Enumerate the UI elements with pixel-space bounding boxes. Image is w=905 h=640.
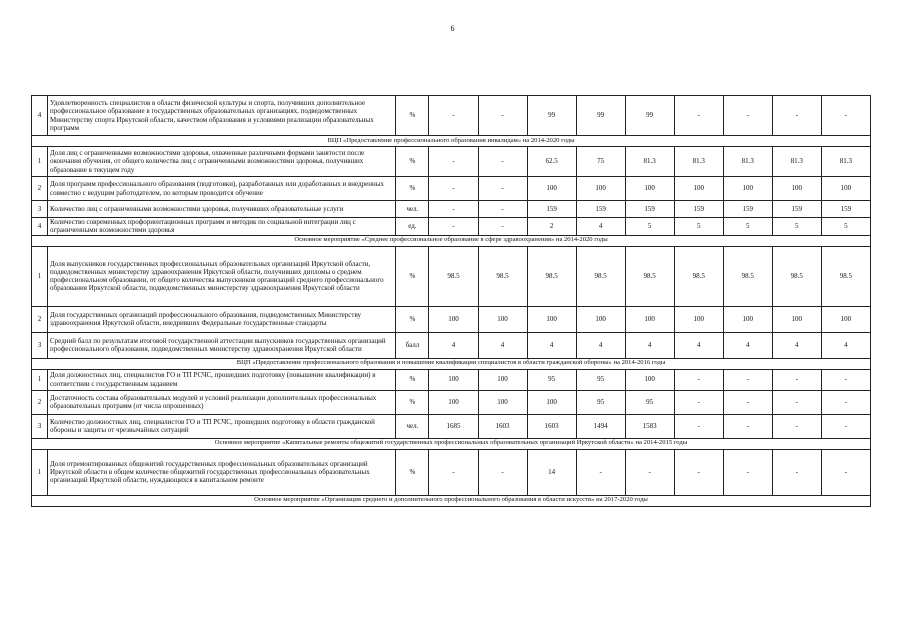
value-cell: 98.5 xyxy=(772,246,821,306)
value-cell: 14 xyxy=(527,449,576,495)
value-cell: 100 xyxy=(674,177,723,201)
row-number: 1 xyxy=(32,449,48,495)
section-title: Основное мероприятие «Капитальные ремонты общежитий государственных профессиональных образовательных организаций Иркутской области» на 2014-2015 годы xyxy=(32,438,871,449)
value-cell: 159 xyxy=(527,201,576,218)
value-cell: 100 xyxy=(478,306,527,332)
value-cell: 100 xyxy=(723,177,772,201)
section-header-row xyxy=(32,438,871,449)
indicator-description: Доля выпускников государственных профессиональных образовательных организаций Иркутской области, подведомственных министерству здравоохранения Иркутской области, получивших дипломы о среднем профессиональном образовании, от общего количества выпускников организаций среднего профессионального образования Иркутской области, подведомственных министерству здравоохранения Иркутской области xyxy=(48,246,396,306)
value-cell: - xyxy=(821,414,870,438)
value-cell: - xyxy=(821,449,870,495)
value-cell: 4 xyxy=(772,332,821,358)
value-cell: 81.3 xyxy=(772,147,821,177)
unit-cell: % xyxy=(396,177,429,201)
section-header-row xyxy=(32,235,871,246)
value-cell: 4 xyxy=(821,332,870,358)
value-cell: 75 xyxy=(576,147,625,177)
section-title: Основное мероприятие «Среднее профессиональное образование в сфере здравоохранения» на 2014-2020 годы xyxy=(32,235,871,246)
value-cell: 100 xyxy=(429,369,478,390)
unit-cell: % xyxy=(396,390,429,414)
value-cell: 159 xyxy=(772,201,821,218)
row-number: 3 xyxy=(32,332,48,358)
value-cell: - xyxy=(723,390,772,414)
indicators-table xyxy=(31,95,871,507)
unit-cell: балл xyxy=(396,332,429,358)
value-cell: - xyxy=(723,96,772,136)
row-number: 2 xyxy=(32,390,48,414)
value-cell: - xyxy=(723,369,772,390)
value-cell: 99 xyxy=(527,96,576,136)
value-cell: 100 xyxy=(576,306,625,332)
unit-cell: % xyxy=(396,369,429,390)
indicator-description: Средний балл по результатам итоговой государственной аттестации выпускников государственных организаций профессионального образования, подведомственных министерству здравоохранения Иркутской области xyxy=(48,332,396,358)
value-cell: 99 xyxy=(576,96,625,136)
value-cell: 1685 xyxy=(429,414,478,438)
value-cell: 4 xyxy=(723,332,772,358)
value-cell: 95 xyxy=(576,369,625,390)
value-cell: - xyxy=(625,449,674,495)
value-cell: - xyxy=(429,147,478,177)
value-cell: - xyxy=(772,390,821,414)
table-row xyxy=(32,177,871,201)
value-cell: 100 xyxy=(625,369,674,390)
table-row xyxy=(32,246,871,306)
value-cell: 5 xyxy=(723,218,772,236)
value-cell: 100 xyxy=(625,177,674,201)
value-cell: 4 xyxy=(527,332,576,358)
value-cell: - xyxy=(478,96,527,136)
page-number: 6 xyxy=(450,24,455,33)
row-number: 3 xyxy=(32,201,48,218)
table-row xyxy=(32,147,871,177)
value-cell: 100 xyxy=(527,177,576,201)
value-cell: - xyxy=(429,201,478,218)
value-cell: - xyxy=(429,96,478,136)
value-cell: 1494 xyxy=(576,414,625,438)
table-row xyxy=(32,449,871,495)
indicator-description: Доля должностных лиц, специалистов ГО и ТП РСЧС, прошедших подготовку (повышение квалификации) в соответствии с государственным заданием xyxy=(48,369,396,390)
value-cell: - xyxy=(772,449,821,495)
value-cell: 100 xyxy=(527,390,576,414)
value-cell: 100 xyxy=(527,306,576,332)
value-cell: 4 xyxy=(576,218,625,236)
row-number: 2 xyxy=(32,306,48,332)
table-row xyxy=(32,96,871,136)
value-cell: 100 xyxy=(772,306,821,332)
section-title: Основное мероприятие «Организация среднего и дополнительного профессионального образования в области искусств» на 2017-2020 годы xyxy=(32,495,871,506)
value-cell: - xyxy=(821,369,870,390)
value-cell: 5 xyxy=(772,218,821,236)
value-cell: - xyxy=(772,369,821,390)
value-cell: 100 xyxy=(821,177,870,201)
indicator-description: Достаточность состава образовательных модулей и условий реализации дополнительных профессиональных образовательных программ (от числа опрошенных) xyxy=(48,390,396,414)
table-row xyxy=(32,332,871,358)
table-row xyxy=(32,390,871,414)
value-cell: - xyxy=(429,177,478,201)
value-cell: 1603 xyxy=(478,414,527,438)
row-number: 1 xyxy=(32,246,48,306)
value-cell: 81.3 xyxy=(821,147,870,177)
value-cell: 100 xyxy=(674,306,723,332)
value-cell: - xyxy=(821,96,870,136)
value-cell: 81.3 xyxy=(625,147,674,177)
value-cell: 5 xyxy=(821,218,870,236)
unit-cell: % xyxy=(396,449,429,495)
section-title: ВЦП «Предоставление профессионального образования и повышение квалификации специалистов в области гражданской обороны» на 2014-2016 годы xyxy=(32,358,871,369)
value-cell: 4 xyxy=(625,332,674,358)
value-cell: 98.5 xyxy=(576,246,625,306)
value-cell: 100 xyxy=(625,306,674,332)
value-cell: 100 xyxy=(576,177,625,201)
value-cell: 100 xyxy=(429,390,478,414)
value-cell: 99 xyxy=(625,96,674,136)
row-number: 1 xyxy=(32,147,48,177)
value-cell: - xyxy=(478,147,527,177)
indicator-description: Количество современных профориентационных программ и методик по социальной интеграции лиц с ограниченными возможностями здоровья xyxy=(48,218,396,236)
indicator-description: Доля государственных организаций профессионального образования, подведомственных Министерству здравоохранения Иркутской области, внедривших Федеральные государственные стандарты xyxy=(48,306,396,332)
row-number: 3 xyxy=(32,414,48,438)
value-cell: 100 xyxy=(772,177,821,201)
value-cell: - xyxy=(674,390,723,414)
value-cell: 4 xyxy=(478,332,527,358)
table-row xyxy=(32,218,871,236)
value-cell: 159 xyxy=(723,201,772,218)
value-cell: 159 xyxy=(674,201,723,218)
table-row xyxy=(32,369,871,390)
value-cell: - xyxy=(772,414,821,438)
value-cell: 98.5 xyxy=(625,246,674,306)
value-cell: 159 xyxy=(821,201,870,218)
row-number: 1 xyxy=(32,369,48,390)
value-cell: 81.3 xyxy=(723,147,772,177)
value-cell: 95 xyxy=(527,369,576,390)
value-cell: - xyxy=(821,390,870,414)
value-cell: 4 xyxy=(429,332,478,358)
value-cell: 4 xyxy=(576,332,625,358)
indicator-description: Количество лиц с ограниченными возможностями здоровья, получивших образовательные услуги xyxy=(48,201,396,218)
value-cell: 98.5 xyxy=(674,246,723,306)
value-cell: - xyxy=(478,177,527,201)
row-number: 4 xyxy=(32,218,48,236)
table-row xyxy=(32,306,871,332)
value-cell: - xyxy=(723,414,772,438)
value-cell: 159 xyxy=(625,201,674,218)
value-cell: 1603 xyxy=(527,414,576,438)
value-cell: 98.5 xyxy=(478,246,527,306)
value-cell: 100 xyxy=(478,390,527,414)
value-cell: - xyxy=(429,218,478,236)
value-cell: 95 xyxy=(625,390,674,414)
value-cell: 100 xyxy=(723,306,772,332)
unit-cell: % xyxy=(396,306,429,332)
unit-cell: % xyxy=(396,96,429,136)
value-cell: - xyxy=(674,96,723,136)
table-row xyxy=(32,414,871,438)
value-cell: 4 xyxy=(674,332,723,358)
value-cell: - xyxy=(674,369,723,390)
section-header-row xyxy=(32,136,871,147)
value-cell: - xyxy=(674,449,723,495)
value-cell: 1583 xyxy=(625,414,674,438)
section-header-row xyxy=(32,358,871,369)
value-cell: 95 xyxy=(576,390,625,414)
value-cell: - xyxy=(478,218,527,236)
unit-cell: чел. xyxy=(396,414,429,438)
value-cell: 100 xyxy=(429,306,478,332)
value-cell: - xyxy=(723,449,772,495)
value-cell: - xyxy=(429,449,478,495)
indicator-description: Количество должностных лиц, специалистов ГО и ТП РСЧС, прошедших подготовку в области гражданской обороны и защиты от чрезвычайных ситуаций xyxy=(48,414,396,438)
value-cell: 81.3 xyxy=(674,147,723,177)
value-cell: - xyxy=(478,449,527,495)
value-cell: 100 xyxy=(821,306,870,332)
indicator-description: Доля лиц с ограниченными возможностями здоровья, охваченные различными формами занятости после окончания обучения, от общего количества лиц с ограниченными возможностями здоровья, получивших образование в текущем году xyxy=(48,147,396,177)
unit-cell: % xyxy=(396,246,429,306)
value-cell: 159 xyxy=(576,201,625,218)
value-cell: - xyxy=(674,414,723,438)
indicator-description: Доля программ профессионального образования (подготовки), разработанных или доработанных и внедренных совместно с ведущим работодателем, по которым проводится обучение xyxy=(48,177,396,201)
value-cell: 2 xyxy=(527,218,576,236)
value-cell: 98.5 xyxy=(723,246,772,306)
value-cell: 5 xyxy=(674,218,723,236)
value-cell: - xyxy=(478,201,527,218)
value-cell: 100 xyxy=(478,369,527,390)
row-number: 2 xyxy=(32,177,48,201)
row-number: 4 xyxy=(32,96,48,136)
section-header-row xyxy=(32,495,871,506)
value-cell: 98.5 xyxy=(527,246,576,306)
value-cell: 62.5 xyxy=(527,147,576,177)
section-title: ВЦП «Предоставление профессионального образования инвалидам» на 2014-2020 годы xyxy=(32,136,871,147)
unit-cell: ед. xyxy=(396,218,429,236)
unit-cell: чел. xyxy=(396,201,429,218)
unit-cell: % xyxy=(396,147,429,177)
value-cell: - xyxy=(576,449,625,495)
table-row xyxy=(32,201,871,218)
value-cell: 98.5 xyxy=(821,246,870,306)
value-cell: - xyxy=(772,96,821,136)
value-cell: 98.5 xyxy=(429,246,478,306)
value-cell: 5 xyxy=(625,218,674,236)
indicator-description: Доля отремонтированных общежитий государственных профессиональных образовательных организаций Иркутской области в общем количестве общежитий государственных профессиональных образовательных организаций Иркутской области, нуждающихся в капитальном ремонте xyxy=(48,449,396,495)
indicator-description: Удовлетворенность специалистов в области физической культуры и спорта, получивших дополнительное профессиональное образование в государственных образовательных организациях, подведомственных Министерству спорта Иркутской области, качеством образования и условиями реализации образовательных программ xyxy=(48,96,396,136)
